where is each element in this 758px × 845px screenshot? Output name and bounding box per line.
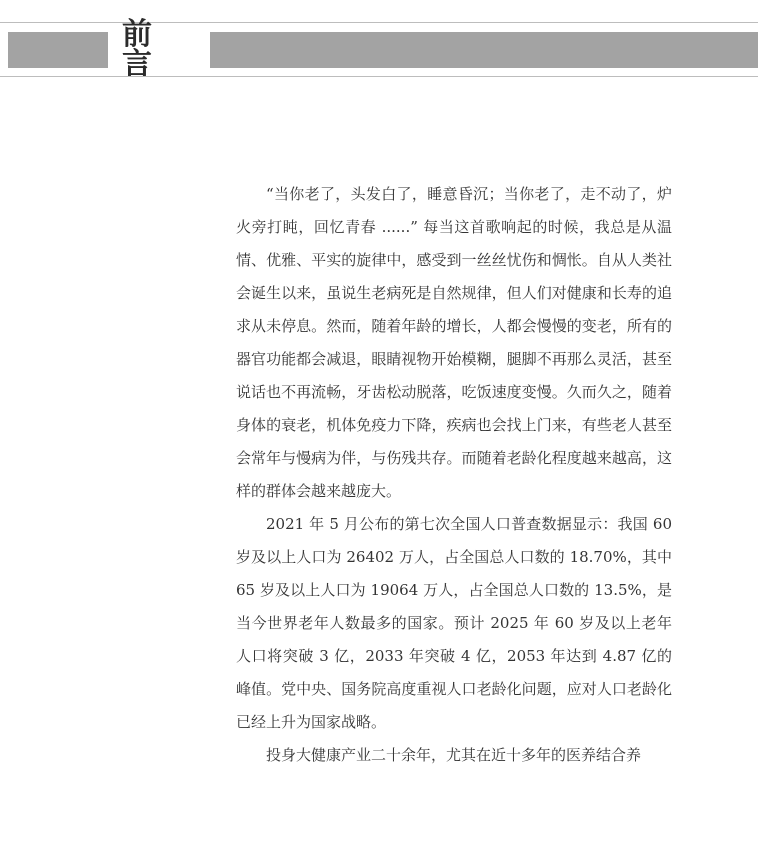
preface-body [236, 178, 672, 772]
page-title: 前 言 [122, 17, 166, 82]
paragraph-2: 2021 年 5 月公布的第七次全国人口普查数据显示：我国 60 岁及以上人口为 26402 万人，占全国总人口数的 18.70%，其中 65 岁及以上人口为 19064 万人，占全国总人口数的 13.5%，是当今世界老年人数最多的国家。预计 2025 年 60 岁及以上老年人口将突破 3 亿，2033 年突破 4 亿，2053 年达到 4.87 亿的峰值。党中央、国务院高度重视人口老龄化问题，应对人口老龄化已经上升为国家战略。 [236, 515, 672, 731]
paragraph-3: 投身大健康产业二十余年，尤其在近十多年的医养结合养 [266, 746, 642, 764]
paragraph-1: “当你老了，头发白了，睡意昏沉；当你老了，走不动了，炉火旁打盹，回忆青春 ......” 每当这首歌响起的时候，我总是从温情、优雅、平实的旋律中，感受到一丝丝忧伤和惆怅。自从人类社会诞生以来，虽说生老病死是自然规律，但人们对健康和长寿的追求从未停息。然而，随着年龄的增长，人都会慢慢的变老，所有的器官功能都会减退，眼睛视物开始模糊，腿脚不再那么灵活，甚至说话也不再流畅，牙齿松动脱落，吃饭速度变慢。久而久之，随着身体的衰老，机体免疫力下降，疾病也会找上门来，有些老人甚至会常年与慢病为伴，与伤残共存。而随着老龄化程度越来越高，这样的群体会越来越庞大。 [236, 185, 672, 500]
title-box [108, 17, 210, 82]
header-bottom-rule [0, 76, 758, 77]
